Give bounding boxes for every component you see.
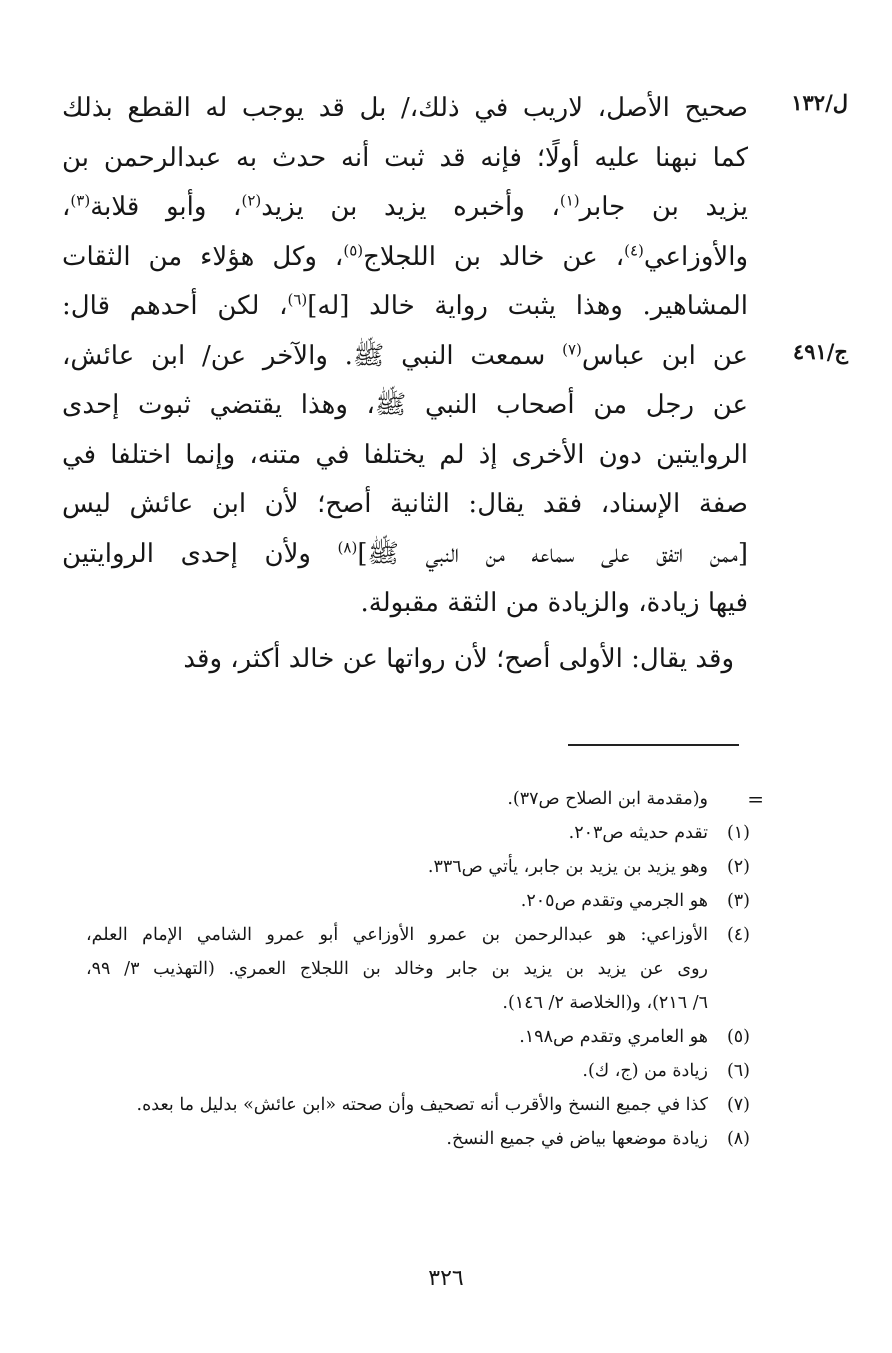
footnote-5 bbox=[86, 1020, 750, 1054]
body-line: الروايتين دون الأخرى إذ لم يختلفا في متنه، وإنما اختلفا في bbox=[62, 439, 748, 470]
footnote-reference: (٦) bbox=[287, 290, 308, 309]
body-line: فيها زيادة، والزيادة من الثقة مقبولة. bbox=[360, 588, 748, 618]
footnote-reference: (٢) bbox=[241, 191, 262, 210]
footnote-8 bbox=[86, 1122, 750, 1156]
footnote-text: هو العامري وتقدم ص١٩٨. bbox=[519, 1027, 708, 1047]
footnote-text: الأوزاعي: هو عبدالرحمن بن عمرو الأوزاعي أبو عمرو الشامي الإمام العلم، bbox=[86, 925, 708, 945]
body-line: عن ابن عباس$^{(٧)}$ سمعت النبي ﷺ. والآخر عن/ ابن عائش، bbox=[62, 339, 748, 371]
footnote-text: زيادة موضعها بياض في جميع النسخ. bbox=[446, 1129, 708, 1149]
footnote-reference: (٤) bbox=[624, 240, 644, 259]
footnote-reference: (١) bbox=[559, 191, 580, 210]
footnote-number: (١) bbox=[726, 823, 750, 843]
footnote-number: (٣) bbox=[726, 891, 750, 911]
footnote-reference: (٣) bbox=[70, 191, 91, 210]
footnote-number: (٧) bbox=[726, 1095, 750, 1115]
body-line: صفة الإسناد، فقد يقال: الثانية أصح؛ لأن ابن عائش ليس bbox=[62, 489, 748, 519]
footnote-text: ٦/ ٢١٦)، و(الخلاصة ٢/ ١٤٦). bbox=[502, 993, 708, 1013]
footnote-reference: (٧) bbox=[562, 339, 582, 358]
body-line: عن رجل من أصحاب النبي ﷺ، وهذا يقتضي ثبوت إحدى bbox=[62, 390, 748, 420]
footnote-separator bbox=[568, 744, 739, 746]
footnote-text: و(مقدمة ابن الصلاح ص٣٧). bbox=[507, 789, 708, 809]
footnote-text: زيادة من (ج، ك). bbox=[582, 1061, 708, 1081]
footnote-7 bbox=[86, 1088, 750, 1122]
margin-note-manuscript-l: ل/١٣٢ bbox=[791, 90, 848, 115]
main-text bbox=[62, 84, 748, 684]
footnote-6 bbox=[86, 1054, 750, 1088]
footnote-number: (٦) bbox=[726, 1061, 750, 1081]
footnote-reference: (٥) bbox=[343, 240, 364, 259]
footnote-number: (٤) bbox=[726, 925, 750, 945]
footnote-text: وهو يزيد بن يزيد بن جابر، يأتي ص٣٣٦. bbox=[427, 857, 708, 877]
footnotes bbox=[86, 782, 750, 1156]
footnote-continuation-mark: = bbox=[747, 787, 764, 811]
footnote-reference: (٨) bbox=[337, 537, 358, 556]
footnote-1 bbox=[86, 816, 750, 850]
body-line: [ممن اتفق على سماعه من النبي ﷺ]$^{(٨)}$ ولأن إحدى الروايتين bbox=[62, 537, 748, 569]
body-line: والأوزاعي$^{(٤)}$، عن خالد بن اللجلاج$^{(٥)}$، وكل هؤلاء من الثقات bbox=[62, 240, 748, 272]
body-line: صحيح الأصل، لاريب في ذلك،/ بل قد يوجب له القطع بذلك bbox=[62, 93, 748, 123]
footnote-number: (٨) bbox=[726, 1129, 750, 1149]
footnote-3 bbox=[86, 884, 750, 918]
page-number: ٣٢٦ bbox=[428, 1266, 464, 1291]
margin-note-manuscript-j: ج/٤٩١ bbox=[792, 339, 848, 364]
footnote-text: تقدم حديثه ص٢٠٣. bbox=[568, 823, 708, 843]
footnote-text: روى عن يزيد بن يزيد بن جابر وخالد بن اللجلاج العمري. (التهذيب ٣/ ٩٩، bbox=[86, 959, 708, 979]
footnote-2 bbox=[86, 850, 750, 884]
body-line: وقد يقال: الأولى أصح؛ لأن رواتها عن خالد أكثر، وقد bbox=[183, 643, 734, 674]
footnote-number: (٥) bbox=[726, 1027, 750, 1047]
footnote-text: هو الجرمي وتقدم ص٢٠٥. bbox=[520, 891, 708, 911]
body-line: كما نبهنا عليه أولًا؛ فإنه قد ثبت أنه حدث به عبدالرحمن بن bbox=[62, 142, 748, 173]
footnote-continued bbox=[86, 782, 750, 816]
body-line: المشاهير. وهذا يثبت رواية خالد [له]$^{(٦)}$، لكن أحدهم قال: bbox=[62, 290, 748, 321]
footnote-4 bbox=[86, 918, 750, 1020]
body-line: يزيد بن جابر$^{(١)}$، وأخبره يزيد بن يزيد$^{(٢)}$، وأبو قلابة$^{(٣)}$، bbox=[62, 191, 748, 222]
footnote-number: (٢) bbox=[726, 857, 750, 877]
footnote-text: كذا في جميع النسخ والأقرب أنه تصحيف وأن صحته «ابن عائش» بدليل ما بعده. bbox=[136, 1095, 708, 1115]
